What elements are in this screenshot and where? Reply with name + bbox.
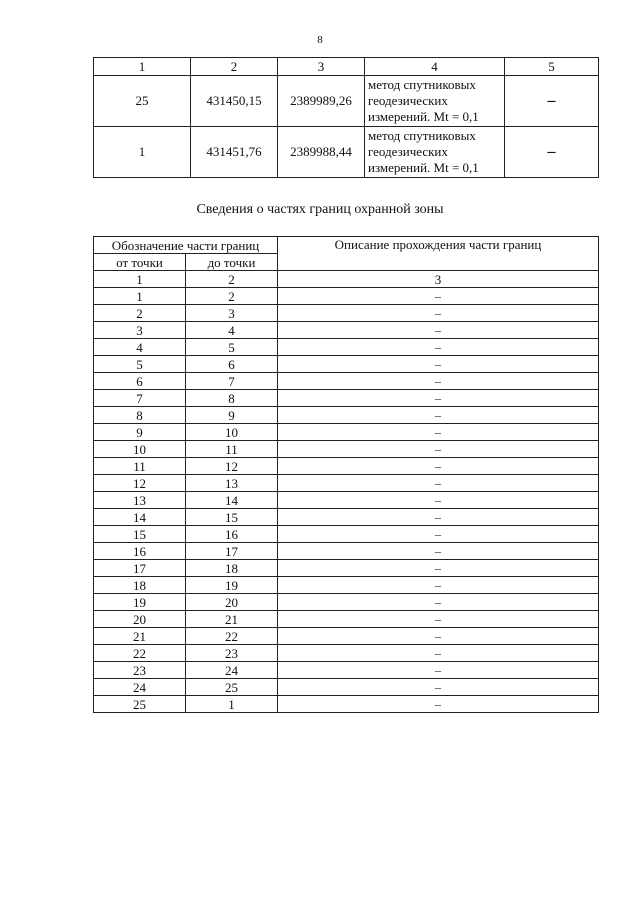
description-cell: –	[278, 509, 599, 526]
table-row	[94, 305, 599, 322]
description-cell: –	[278, 305, 599, 322]
description-cell: –	[278, 543, 599, 560]
to-point-cell: 13	[186, 475, 278, 492]
to-point-cell: 1	[186, 696, 278, 713]
from-point-cell: 10	[94, 441, 186, 458]
from-point-cell: 23	[94, 662, 186, 679]
coord-header-2: 2	[191, 58, 278, 76]
header-from-point: от точки	[94, 254, 186, 271]
header-part-designation: Обозначение части границ	[94, 237, 278, 254]
coord-table-row	[94, 127, 599, 178]
description-cell: –	[278, 696, 599, 713]
from-point-cell: 2	[94, 305, 186, 322]
to-point-cell: 24	[186, 662, 278, 679]
to-point-cell: 8	[186, 390, 278, 407]
description-cell: –	[278, 288, 599, 305]
description-cell: –	[278, 339, 599, 356]
table-row	[94, 373, 599, 390]
section-title: Сведения о частях границ охранной зоны	[196, 202, 444, 217]
coord-table-row	[94, 76, 599, 127]
from-point-cell: 12	[94, 475, 186, 492]
description-cell: –	[278, 645, 599, 662]
from-point-cell: 8	[94, 407, 186, 424]
table-row	[94, 424, 599, 441]
from-point-cell: 25	[94, 696, 186, 713]
to-point-cell: 23	[186, 645, 278, 662]
table-row	[94, 543, 599, 560]
table-row	[94, 509, 599, 526]
coord-y: 2389989,26	[278, 76, 365, 127]
to-point-cell: 14	[186, 492, 278, 509]
description-cell: –	[278, 611, 599, 628]
table-row	[94, 322, 599, 339]
from-point-cell: 3	[94, 322, 186, 339]
method-line: метод спутниковых	[368, 128, 476, 143]
to-point-cell: 17	[186, 543, 278, 560]
method-line: метод спутниковых	[368, 77, 476, 92]
coord-table-header-row	[94, 58, 599, 76]
from-point-cell: 21	[94, 628, 186, 645]
table-row	[94, 526, 599, 543]
page-number: 8	[317, 34, 323, 46]
description-cell: –	[278, 577, 599, 594]
description-cell: –	[278, 458, 599, 475]
description-cell: –	[278, 560, 599, 577]
method-cell	[365, 76, 505, 127]
method-line: измерений. Mt = 0,1	[368, 109, 479, 124]
table-row	[94, 492, 599, 509]
coordinates-table	[93, 57, 599, 178]
table-row	[94, 662, 599, 679]
from-point-cell: 4	[94, 339, 186, 356]
table-row	[94, 475, 599, 492]
parts-numbering-row	[94, 271, 599, 288]
description-cell: –	[278, 475, 599, 492]
from-point-cell: 7	[94, 390, 186, 407]
header-to-point: до точки	[186, 254, 278, 271]
coord-header-4: 4	[365, 58, 505, 76]
header-description: Описание прохождения части границ	[278, 237, 599, 271]
to-point-cell: 15	[186, 509, 278, 526]
from-point-cell: 19	[94, 594, 186, 611]
from-point-cell: 15	[94, 526, 186, 543]
method-line: измерений. Mt = 0,1	[368, 160, 479, 175]
coord-header-3: 3	[278, 58, 365, 76]
from-point-cell: 16	[94, 543, 186, 560]
from-point-cell: 1	[94, 288, 186, 305]
coord-x: 431450,15	[191, 76, 278, 127]
parts-table-body	[94, 288, 599, 713]
to-point-cell: 21	[186, 611, 278, 628]
table-row	[94, 441, 599, 458]
description-cell: –	[278, 441, 599, 458]
from-point-cell: 6	[94, 373, 186, 390]
table-row	[94, 407, 599, 424]
to-point-cell: 20	[186, 594, 278, 611]
from-point-cell: 20	[94, 611, 186, 628]
from-point-cell: 14	[94, 509, 186, 526]
to-point-cell: 3	[186, 305, 278, 322]
table-row	[94, 628, 599, 645]
description-cell: –	[278, 322, 599, 339]
coord-header-1: 1	[94, 58, 191, 76]
table-row	[94, 390, 599, 407]
table-row	[94, 560, 599, 577]
description-cell: –	[278, 594, 599, 611]
description-cell: –	[278, 356, 599, 373]
coord-header-5: 5	[505, 58, 599, 76]
from-point-cell: 17	[94, 560, 186, 577]
coord-y: 2389988,44	[278, 127, 365, 178]
numbering-2: 2	[186, 271, 278, 288]
description-cell: –	[278, 492, 599, 509]
table-row	[94, 594, 599, 611]
numbering-1: 1	[94, 271, 186, 288]
description-cell: –	[278, 679, 599, 696]
table-row	[94, 611, 599, 628]
boundary-parts-table	[93, 236, 599, 713]
from-point-cell: 22	[94, 645, 186, 662]
from-point-cell: 24	[94, 679, 186, 696]
to-point-cell: 6	[186, 356, 278, 373]
description-cell: –	[278, 526, 599, 543]
to-point-cell: 18	[186, 560, 278, 577]
to-point-cell: 22	[186, 628, 278, 645]
to-point-cell: 11	[186, 441, 278, 458]
to-point-cell: 12	[186, 458, 278, 475]
coord-x: 431451,76	[191, 127, 278, 178]
from-point-cell: 18	[94, 577, 186, 594]
to-point-cell: 10	[186, 424, 278, 441]
description-cell: –	[278, 373, 599, 390]
description-cell: –	[278, 407, 599, 424]
description-cell: –	[278, 628, 599, 645]
to-point-cell: 16	[186, 526, 278, 543]
point-number: 1	[94, 127, 191, 178]
table-row	[94, 645, 599, 662]
from-point-cell: 13	[94, 492, 186, 509]
to-point-cell: 9	[186, 407, 278, 424]
table-row	[94, 696, 599, 713]
from-point-cell: 9	[94, 424, 186, 441]
table-row	[94, 679, 599, 696]
table-row	[94, 356, 599, 373]
numbering-3: 3	[278, 271, 599, 288]
method-line: геодезических	[368, 144, 448, 159]
col5-value: –	[505, 76, 599, 127]
parts-header-row	[94, 237, 599, 254]
from-point-cell: 11	[94, 458, 186, 475]
point-number: 25	[94, 76, 191, 127]
to-point-cell: 4	[186, 322, 278, 339]
to-point-cell: 25	[186, 679, 278, 696]
col5-value: –	[505, 127, 599, 178]
table-row	[94, 458, 599, 475]
description-cell: –	[278, 662, 599, 679]
method-line: геодезических	[368, 93, 448, 108]
to-point-cell: 7	[186, 373, 278, 390]
table-row	[94, 288, 599, 305]
to-point-cell: 5	[186, 339, 278, 356]
description-cell: –	[278, 390, 599, 407]
description-cell: –	[278, 424, 599, 441]
from-point-cell: 5	[94, 356, 186, 373]
method-cell	[365, 127, 505, 178]
table-row	[94, 339, 599, 356]
to-point-cell: 2	[186, 288, 278, 305]
table-row	[94, 577, 599, 594]
to-point-cell: 19	[186, 577, 278, 594]
